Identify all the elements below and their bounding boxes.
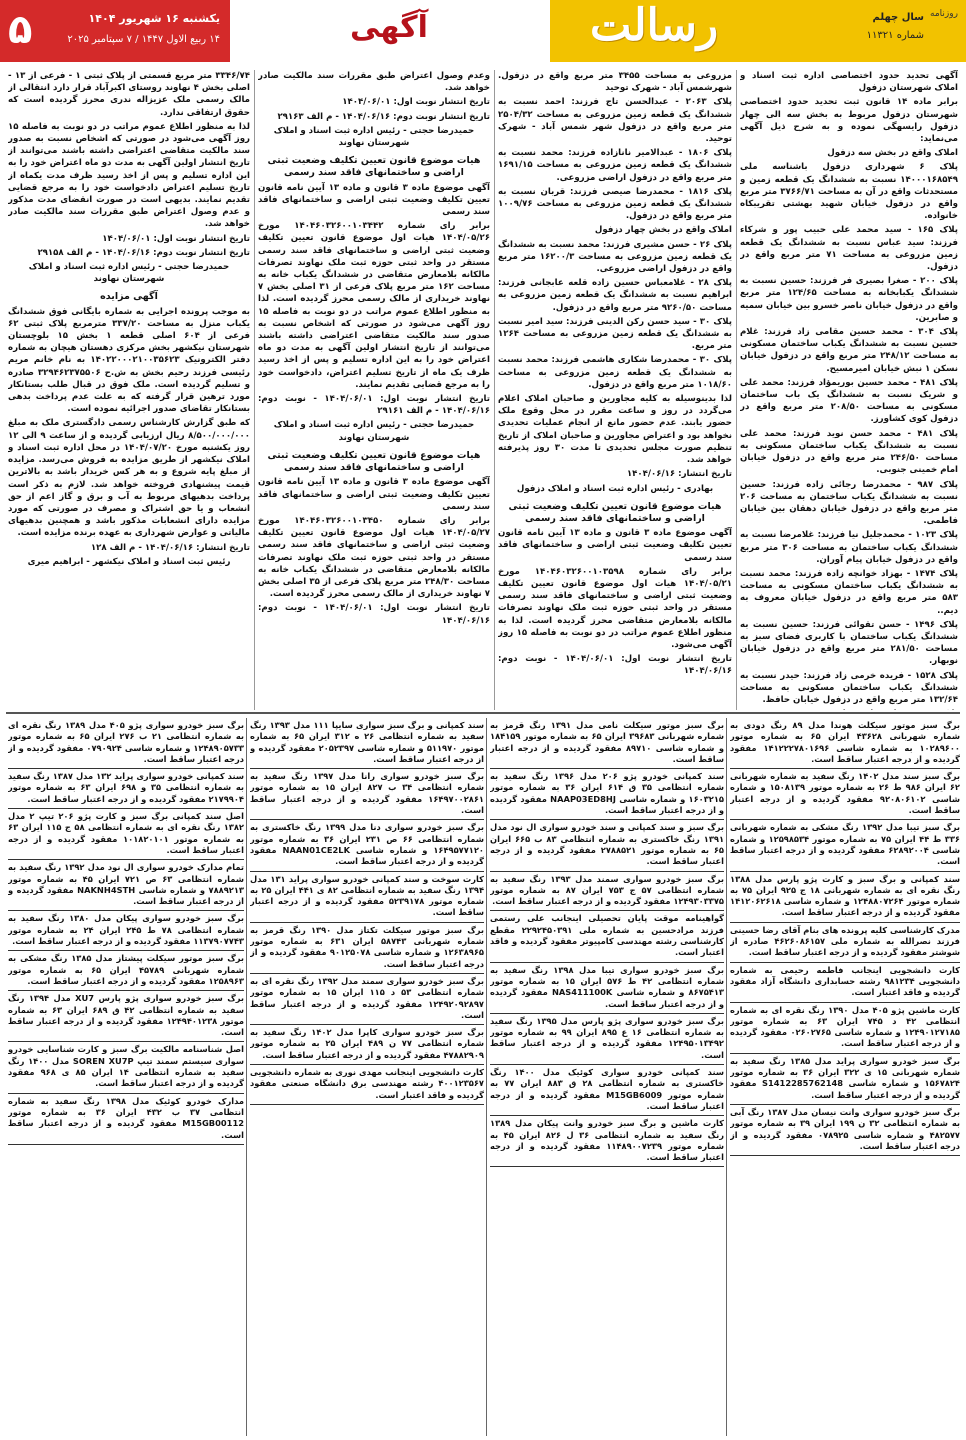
lost-item-notice: اصل سند کمپانی برگ سبز و کارت پژو ۲۰۶ تیپ ۲ مدل ۱۳۸۲ رنگ نقره ای به شماره انتظامی ۵۸ ج ۱۱۵ ایران ۶۳ به شماره موتور ۱۰۱۸۲۰۱۰۱ مفقود گردیده و از درجه اعتبار ساقط است.: [8, 809, 244, 860]
lost-item-notice: سند کمپانی و برگ سبز و کارت پژو پارس مدل ۱۳۸۸ رنگ نقره ای به شماره شهربانی ۱۸ ج ۹۲۵ ایران ۷۵ به شماره موتور ۱۲۴۸۸۰۷۲۶۴ و شماره شاسی ۱۴۱۲۰۶۲۶۱۸ مفقود گردیده و از درجه اعتبار ساقط است.: [730, 872, 960, 923]
lost-item-notice: برگ سبز خودرو سواری کاپرا مدل ۱۴۰۲ رنگ سفید به شماره انتظامی ۷۷ ن ۴۸۹ ایران ۲۵ به شماره موتور ۴۷۸۸۲۹۰۹ مفقود گردیده و از درجه اعتبار ساقط است.: [250, 1025, 484, 1065]
notice-paragraph: پلاک ۳۰۴ - محمد حسین مقامی زاد فرزند: غلام حسین نسبت به ششدانگ یکباب ساختمان مسکونی به مساحت ۲۴۸/۱۲ متر مربع واقع در دزفول خیابان نسکن ۱ نبش خیابان امیرمسیح.: [740, 327, 958, 374]
notice-paragraph: پلاک ۶ شهرداری دزفول باشناسه ملی ۱۴۰۰۰۱۶۸۵۴۹ نسبت به ششدانگ یک قطعه زمین و مستحدثات واقع در آن به مساحت ۳۷۶۶/۷۱ متر مربع واقع در دزفول خیابان شهید بهشتی تقریبکاه خانواده.: [740, 162, 958, 222]
notice-paragraph: تاریخ انتشار نوبت اول: ۱۴۰۴/۰۶/۰۱ - نوبت دوم: ۱۴۰۴/۰۶/۱۶ - م الف ۲۹۱۶۱: [258, 394, 490, 417]
notice-paragraph: ۳۳۴۶/۷۴ متر مربع قسمتی از پلاک ثبتی ۱ - فرعی از ۱۳ - اصلی بخش ۴ نهاوند روستای اکبرآباد قرار دارد انتقالی از مالک رسمی ملک عزیزاله ندری محرز گردیده است که حقوق ارتفاقی ندارد.: [8, 71, 250, 118]
masthead-date-block: [0, 0, 230, 62]
notice-paragraph: پلاک ۹۸۷ - محمدرضا رجائی زاده فرزند: حسین نسبت به ششدانگ یکباب ساختمان به مساحت ۲۰۶ متر مربع واقع در دزفول خیابان دهقان بین خیابان فاطمی.: [740, 479, 958, 527]
notice-paragraph: پلاک ۲۸ - غلامعباس حسین زاده قلعه عابجانی فرزند: ابراهیم نسبت به ششدانگ یک قطعه زمین مزروعی به مساحت ۹۲۶۰/۵۰ متر مربع واقع در دزفول.: [498, 278, 732, 313]
lost-item-notice: برگ سبز موتور سیکلت هوندا مدل ۸۹ رنگ دودی به شماره شهربانی ۴۳۶۲۸ ایران ۶۵ به شماره موتور ۱۰۲۸۹۶۰۰ به شماره شاسی ۱۴۱۲۲۲۷۸۰۱۶۹۶ مفقود گردیده و از درجه اعتبار ساقط است.: [730, 718, 960, 769]
newspaper-logo: رسالت: [590, 0, 719, 51]
lost-item-notice: کارت دانشجویی اینجانب فاطمه رحیمی به شماره دانشجویی ۹۸۱۲۳۴ رشته حسابداری دانشگاه آزاد مفقود گردیده و فاقد اعتبار است.: [730, 963, 960, 1003]
notice-signature: رئیس ثبت اسناد و املاک نیکشهر - ابراهیم میری: [27, 556, 231, 567]
notice-paragraph: پلاک ۱۸۱۶ - محمدرضا صیصی فرزند: قربان نسبت به ششدانگ یک قطعه زمین مزروعی به مساحت ۱۰۰۹/۷۶ متر مربع واقع در دزفول.: [498, 186, 732, 222]
notice-column: [258, 70, 490, 710]
notice-paragraph: آگهی موضوع ماده ۳ قانون و ماده ۱۳ آیین نامه قانون تعیین تکلیف وضعیت ثبتی اراضی و ساختمانهای فاقد سند رسمی: [258, 477, 490, 512]
notice-paragraph: پلاک ۱۸۰۶ - عبدالامیر نانازاده فرزند: محمد نسبت به ششدانگ یک قطعه زمین مزروعی به مساحت ۱۶۹۱/۱۵ متر مربع واقع در دزفول اراضی مزروعی.: [498, 148, 732, 183]
column-rule: [726, 718, 727, 1436]
lost-item-notice: سند کمپانی و برگ سبز سواری سایپا ۱۱۱ مدل ۱۳۹۳ رنگ سفید به شماره انتظامی ۲۶ ه ۳۱۲ ایران ۶۵ به شماره موتور ۵۱۱۹۷۰ و شماره شاسی ۲۰۵۲۳۹۷ مفقود گردیده و از درجه اعتبار ساقط است.: [250, 718, 484, 769]
notice-paragraph: تاریخ انتشار: ۱۴۰۴/۰۶/۱۶ - م الف ۱۲۸: [90, 542, 250, 553]
lost-item-notice: برگ سبز خودرو سواری سمند مدل ۱۳۹۳ رنگ سفید به شماره انتظامی ۵۷ ج ۷۵۳ ایران ۸۷ به شماره موتور ۱۲۴۹۳۰۳۳۷۵ مفقود گردیده و از درجه اعتبار ساقط است.: [490, 872, 724, 912]
notice-paragraph: تاریخ انتشار نوبت اول: ۱۴۰۴/۰۶/۰۱: [342, 97, 490, 108]
lost-item-notice: گواهینامه موقت پایان تحصیلی اینجانب علی رستمی فرزند مرادحسین به شماره ملی ۲۲۹۲۴۵۰۳۹۱ مقطع کارشناسی رشته مهندسی کامپیوتر مفقود گردیده و فاقد اعتبار است.: [490, 911, 724, 962]
notice-paragraph: وعدم وصول اعتراض طبق مقررات سند مالکیت صادر خواهد شد.: [258, 71, 490, 94]
lost-item-notice: برگ سبز خودرو سواری پژو ۴۰۵ مدل ۱۳۸۹ رنگ نقره ای به شماره انتظامی ۲۱ ب ۲۷۶ ایران ۶۵ به شماره موتور ۱۲۴۸۹۰۵۷۳۳ و شماره شاسی ۰۷۹۰۹۲۴ مفقود گردیده و از درجه اعتبار ساقط است.: [8, 718, 244, 769]
column-rule: [736, 70, 737, 710]
notice-paragraph: پلاک ۴۸۱ - محمد حسن نوید فرزند: محمد علی نسبت به ششدانگ یکباب ساختمان مسکونی به مساحت ۲۴۶/۵۰ متر مربع واقع در دزفول خیابان امام خمینی جنوبی.: [740, 428, 958, 476]
notice-paragraph: پلاک ۳۰ - محمدرضا شکاری هاشمی فرزند: محمد نسبت به ششدانگ یک قطعه زمین مزروعی به مساحت ۱۰۱۸/۶۰ متر مربع واقع در دزفول.: [498, 355, 732, 390]
lost-item-notice: برگ سبز خودرو سواری رانا مدل ۱۳۹۷ رنگ سفید به شماره انتظامی ۳۴ ب ۸۲۷ ایران ۱۵ به شماره موتور ۱۶۴۹۷۰۰۲۸۶۱ مفقود گردیده و از درجه اعتبار ساقط است.: [250, 769, 484, 820]
section-divider: [6, 712, 960, 714]
notice-signature: حمیدرضا حجتی - رئیس اداره ثبت اسناد و املاک شهرستان نهاوند: [28, 262, 230, 285]
notice-paragraph: مزروعی به مساحت ۳۴۵۵ متر مربع واقع در دزفول. شهرشمس آباد - شهرک توحید: [498, 71, 732, 94]
notice-paragraph: برابر رای شماره ۱۴۰۴۶۰۳۲۶۰۰۱۰۳۵۹۸ مورخ ۱۴۰۴/۰۵/۲۱ هیات اول موضوع قانون تعیین تکلیف وضعیت ثبتی اراضی و ساختمانهای فاقد سند رسمی مستقر در واحد ثبتی حوزه ثبت ملک نهاوند تصرفات مالکانه بلامعارض متقاضی محرز گردیده است. لذا به منظور اطلاع عموم مراتب در دو نوبت به فاصله ۱۵ روز آگهی می‌شود.: [498, 566, 732, 650]
notice-paragraph: آگهی تحدید حدود اختصاصی اداره ثبت اسناد و املاک شهرستان دزفول: [740, 71, 958, 94]
notice-paragraph: تاریخ انتشار: ۱۴۰۴/۰۶/۱۶: [626, 469, 732, 480]
page-number: ۵: [8, 7, 33, 53]
masthead: [0, 0, 966, 62]
lost-item-notice: برگ سبز خودرو سواری پژو پارس XU7 مدل ۱۳۹۴ رنگ سفید به شماره انتظامی ۴۲ ق ۶۸۹ ایران ۶۳ به شماره موتور ۱۲۴۹۴۰۱۲۳۸ مفقود گردیده و از درجه اعتبار ساقط است.: [8, 991, 244, 1042]
notice-column: [8, 70, 250, 710]
notice-paragraph: تاریخ انتشار نوبت اول: ۱۴۰۴/۰۶/۰۱: [102, 233, 250, 244]
lost-item-notice: کارت ماشین پژو ۴۰۵ مدل ۱۳۹۰ رنگ نقره ای به شماره انتظامی ۴۲ د ۷۴۵ ایران ۶۳ به شماره موتور ۱۲۴۹۰۱۲۷۱۸۵ و شماره شاسی ۰۲۶۰۲۷۶۵ مفقود گردیده و از درجه اعتبار ساقط است.: [730, 1003, 960, 1054]
masthead-section: [230, 0, 550, 62]
notice-heading: آگهی مزایده: [100, 291, 158, 303]
notice-paragraph: [740, 708, 958, 710]
column-rule: [254, 70, 255, 710]
notice-paragraph: که طبق گزارش کارشناس رسمی دادگستری ملک به مبلغ ۸/۵۰۰/۰۰۰/۰۰۰ ریال ارزیابی گردیده و از ساعت ۹ الی ۱۲ روز یکشنبه مورخ ۱۴۰۴/۰۷/۲۰ در محل اداره ثبت اسناد و املاک نیکشهر از طریق مزایده به فروش می‌رسد. مزایده از مبلغ پایه شروع و به هر کس خریدار باشد به بالاترین قیمت پیشنهادی فروخته خواهد شد. لازم به ذکر است پرداخت بدهیهای مربوط به آب و برق و گاز اعم از حق انشعاب و یا حق اشتراک و مصرف در صورتی که مورد مزایده دارای انشعابات مذکور باشد و همچنین بدهیهای مالیاتی و عوارض شهرداری به عهده برنده مزایده است.: [8, 418, 250, 539]
notice-paragraph: املاک واقع در بخش چهار دزفول: [594, 225, 732, 236]
notice-heading: هیات موضوع قانون تعیین تکلیف وضعیت ثبتی اراضی و ساختمانهای فاقد سند رسمی: [267, 449, 481, 474]
notice-paragraph: پلاک ۲۰۰ - صغرا بصیری فر فرزند: حسین نسبت به ششدانگ یکبابخانه به مساحت ۱۲۴/۶۵ متر مربع واقع در دزفول خیابان ناصر خسرو بین خیابان سمیه و صابرین.: [740, 276, 958, 323]
lost-item-notice: کارت سوخت و سند کمپانی خودرو سواری پراید ۱۳۱ مدل ۱۳۹۴ رنگ سفید به شماره انتظامی ۸۲ ی ۴۴۱ ایران ۲۵ به شماره موتور ۵۲۳۹۱۷۸ مفقود گردیده و از درجه اعتبار ساقط است.: [250, 872, 484, 923]
notice-paragraph: پلاک ۱۴۹۶ - حسن تقوائی فرزند: حسین نسبت به ششدانگ یکباب ساختمان با کاربری فضای سبز به مساحت ۲۸۱/۵۰ متر مربع واقع در دزفول خیابان نوبهار.: [740, 619, 958, 667]
notice-paragraph: تاریخ انتشار نوبت اول: ۱۴۰۴/۰۶/۰۱ - نوبت دوم: ۱۴۰۴/۰۶/۱۶: [258, 603, 490, 626]
notice-paragraph: آگهی موضوع ماده ۳ قانون و ماده ۱۳ آیین نامه قانون تعیین تکلیف وضعیت ثبتی اراضی و ساختمانهای فاقد سند رسمی: [258, 182, 490, 218]
date-line-2: ۱۴ ربیع الاول ۱۴۴۷ / ۷ سپتامبر ۲۰۲۵: [67, 34, 220, 45]
notice-paragraph: املاک واقع در بخش سه دزفول: [827, 148, 958, 159]
notice-paragraph: برابر رای شماره ۱۴۰۴۶۰۳۲۶۰۰۱۰۳۴۵۰ مورخ ۱۴۰۴/۰۵/۲۷ هیات اول موضوع قانون تعیین تکلیف وضعیت ثبتی اراضی و ساختمانهای فاقد سند رسمی مستقر در واحد ثبتی حوزه ثبت ملک نهاوند تصرفات مالکانه بلامعارض متقاضی در ششدانگ یکباب خانه به مساحت ۲۴۸/۳۰ متر مربع پلاک فرعی از ۳۵ اصلی بخش ۷ نهاوند خریداری از مالک رسمی محرز گردیده است.: [258, 515, 490, 600]
lost-item-notice: کارت ماشین و برگ سبز خودرو وانت پیکان مدل ۱۳۸۹ رنگ سفید به شماره انتظامی ۳۶ ل ۸۲۶ ایران ۴۵ به شماره موتور ۱۱۴۸۹۰۰۷۲۳۹ مفقود گردیده و از درجه اعتبار ساقط است.: [490, 1116, 724, 1167]
notice-paragraph: پلاک ۴۸۱ - محمد حسین بوریمؤاد فرزند: محمد علی و شریک نسبت به ششدانگ یک باب ساختمان مسکونی به مساحت ۲۰۸/۵۰ متر مربع واقع در دزفول کوی کشاورز.: [740, 377, 958, 425]
lost-item-notice: مدارک خودرو کوئیک مدل ۱۳۹۸ رنگ سفید به شماره انتظامی ۳۷ ب ۴۳۲ ایران ۳۶ به شماره موتور M15GB00112 مفقود گردیده و از درجه اعتبار ساقط است.: [8, 1094, 244, 1145]
notice-paragraph: تاریخ انتشار نوبت دوم: ۱۴۰۴/۰۶/۱۶ - م الف ۲۹۱۶۳: [277, 111, 490, 122]
lost-item-notice: برگ سبز خودرو سواری پراید مدل ۱۳۸۵ رنگ سفید به شماره شهربانی ۱۵ ی ۳۲۲ ایران ۳۶ به شماره موتور ۱۵۶۷۸۲۴ و شماره شاسی S1412285762148 مفقود گردیده و از درجه اعتبار ساقط است.: [730, 1054, 960, 1105]
newspaper-label: روزنامه: [930, 9, 958, 19]
notice-paragraph: آگهی موضوع ماده ۳ قانون و ماده ۱۳ آیین نامه قانون تعیین تکلیف وضعیت ثبتی اراضی و ساختمانهای فاقد سند رسمی: [498, 528, 732, 563]
lost-item-notice: اصل شناسنامه مالکیت برگ سبز و کارت شناسایی خودرو سواری سیستم سمند تیپ SOREN XU7P مدل ۱۴۰۰ رنگ سفید به شماره انتظامی ۱۴ ایران ۸۵ ی ۹۶۸ مفقود گردیده و از درجه اعتبار ساقط است.: [8, 1042, 244, 1093]
notice-paragraph: به موجب پرونده اجرایی به شماره بایگانی فوق ششدانگ یکباب منزل به مساحت ۳۳۷/۲۰ مترمربع پلاک ثبتی ۶۲ فرعی از ۶۰۴ اصلی قطعه ۱ بخش ۱۵ بلوچستان شهرستان نیکشهر بخش مرکزی دهستان هیچان به شماره دفتر الکترونیک ۱۴۰۲۲۰۰۰۲۱۰۰۳۵۶۲۳ به نام خانم مریم رئیسی فرزند رحیم بخش به ش.ح ۳۲۹۴۶۲۳۷۵۵۰۶ صادره و تسلیم گردیده است. ملک فوق در قبال طلب بستانکار مورد ترهین قرار گرفته که به علت عدم پرداخت بدهی بستانکار تقاضای صدور اجرائیه نموده است.: [8, 306, 250, 415]
notice-signature: حمیدرضا حجتی - رئیس اداره ثبت اسناد و املاک شهرستان نهاوند: [273, 420, 475, 443]
lost-item-notice: برگ سبز موتور سیکلت تکتاز مدل ۱۳۹۰ رنگ قرمز به شماره شهربانی ۵۸۷۴۳ ایران ۶۳۱ به شماره موتور ۱۲۶۳۸۹۶۵ و شماره شاسی ۹۰۱۲۵۰۷۸ مفقود گردیده و از درجه اعتبار ساقط است.: [250, 923, 484, 974]
notice-paragraph: پلاک ۲۰۶۳ - عبدالحسن تاج فرزند: احمد نسبت به ششدانگ یک قطعه زمین مزروعی به مساحت ۲۵۰۴/۳۲ متر مربع واقع در دزفول شهر شمس آباد - شهرک توحید.: [498, 97, 732, 145]
column-rule: [494, 70, 495, 710]
lost-item-notice: سند کمپانی خودرو پژو ۲۰۶ مدل ۱۳۹۶ رنگ سفید به شماره انتظامی ۳۵ ق ۶۱۴ ایران ۳۶ به شماره موتور ۱۶۰۳۲۱۵ و شماره شاسی NAAP03ED8HJ مفقود گردیده و از درجه اعتبار ساقط است.: [490, 769, 724, 820]
lost-item-notice: برگ سبز خودرو سواری پژو پارس مدل ۱۳۹۵ رنگ سفید به شماره انتظامی ۱۶ ع ۸۹۵ ایران ۹۹ به شماره موتور ۱۲۴۹۵۰۱۳۴۹۲ مفقود گردیده و از درجه اعتبار ساقط است.: [490, 1014, 724, 1065]
lost-item-notice: برگ سبز و سند کمپانی و سند خودرو سواری ال نود مدل ۱۳۹۱ رنگ خاکستری به شماره انتظامی ۸۳ ب ۶۶۵ ایران ۶۵ به شماره موتور ۲۷۸۸۵۲۱ مفقود گردیده و از درجه اعتبار ساقط است.: [490, 820, 724, 871]
lost-item-notice: برگ سبز خودرو سواری وانت نیسان مدل ۱۳۸۷ رنگ آبی به شماره انتظامی ۳۲ ن ۱۹۹ ایران ۳۹ به شماره موتور ۴۸۲۵۷۷ و شماره شاسی ۰۷۸۹۲۵ مفقود گردیده و از درجه اعتبار ساقط است.: [730, 1105, 960, 1156]
lost-item-notice: برگ سبز خودرو سواری دنا مدل ۱۳۹۹ رنگ خاکستری به شماره انتظامی ۶۶ ص ۲۳۱ ایران ۳۶ به شماره موتور ۱۶۴۹۵۷۷۱۲۰ و شماره شاسی NAAN01CE2LK مفقود گردیده و از درجه اعتبار ساقط است.: [250, 820, 484, 871]
notice-paragraph: پلاک ۳۰ - سید حسن رکن الدینی فرزند: سید امیر نسبت به ششدانگ یک قطعه زمین مزروعی به مساحت ۱۲۶۴ متر مربع.: [498, 316, 732, 352]
notice-paragraph: برابر ماده ۱۴ قانون ثبت تحدید حدود اختصاصی شهرستان دزفول مربوط به بخش سه الی چهار دزفول رایسهگی نموده و به شرح ذیل آگهی می‌نماید:: [740, 97, 958, 145]
notice-signature: حمیدرضا حجتی - رئیس اداره ثبت اسناد و املاک شهرستان نهاوند: [273, 125, 475, 149]
classified-column: [8, 718, 244, 1436]
classified-column: [730, 718, 960, 1436]
lost-item-notice: برگ سبز تیبا مدل ۱۳۹۲ رنگ مشکی به شماره شهربانی ۳۳۶ ط ۴۴ ایران ۷۵ به شماره موتور ۱۲۵۹۸۵۳۴ و شماره شاسی ۶۲۸۹۲۰۰۴ مفقود گردیده و از درجه اعتبار ساقط است.: [730, 820, 960, 871]
notice-paragraph: لذا به منظور اطلاع عموم مراتب در دو نوبت به فاصله ۱۵ روز آگهی می‌شود در صورتی که اشخاص نسبت به صدور سند مالکیت متقاضی اعتراضی داشته باشند می‌توانند از تاریخ انتشار اولین آگهی به مدت دو ماه اعتراض خود را به این اداره تسلیم و پس از اخذ رسید ظرف مدت یکماه از تاریخ تسلیم اعتراض دادخواست خود را به مرجع قضایی تقدیم نمایند. بدیهی است در صورت انقضای مدت مذکور و عدم وصول اعتراض طبق مقررات سند مالکیت صادر خواهد شد.: [8, 121, 250, 230]
lost-item-notice: برگ سبز خودرو سواری پیکان مدل ۱۳۸۰ رنگ سفید به شماره انتظامی ۷۸ ط ۲۴۵ ایران ۲۴ به شماره موتور ۱۱۳۷۹۰۷۷۴۳ مفقود گردیده و از درجه اعتبار ساقط است.: [8, 911, 244, 951]
notice-paragraph: لذا بدینوسیله به کلیه مجاورین و صاحبان املاک اعلام می‌گردد در روز و ساعت مقرر در محل وقوع ملک حضور یابند. عدم حضور مانع از انجام عملیات تحدیدی نخواهد بود و اعتراض مجاورین و صاحبان املاک از تاریخ تنظیم صورت مجلس تحدیدی تا مدت ۳۰ روز پذیرفته خواهد شد.: [498, 394, 732, 466]
lost-item-notice: کارت دانشجویی اینجانب مهدی نوری به شماره دانشجویی ۴۰۰۱۲۳۵۶۷ رشته مهندسی برق دانشگاه صنعتی مفقود گردیده و فاقد اعتبار است.: [250, 1065, 484, 1105]
lost-item-notice: سند کمپانی خودرو سواری کوئیک مدل ۱۴۰۰ رنگ خاکستری به شماره انتظامی ۲۸ ق ۸۸۳ ایران ۷۷ به شماره موتور M15GB6009 مفقود گردیده و از درجه اعتبار ساقط است.: [490, 1065, 724, 1116]
notice-heading: هیات موضوع قانون تعیین تکلیف وضعیت ثبتی اراضی و ساختمانهای فاقد سند رسمی: [508, 500, 722, 524]
classified-column: [250, 718, 484, 1436]
classified-column: [490, 718, 724, 1436]
section-title: آگهی: [350, 10, 428, 45]
notice-paragraph: تاریخ انتشار نوبت دوم: ۱۴۰۴/۰۶/۱۶ - م الف ۲۹۱۵۸: [37, 247, 250, 258]
volume-year: سال چهلم: [872, 12, 924, 23]
column-rule: [486, 718, 487, 1436]
issue-number: شماره ۱۱۳۲۱: [866, 30, 924, 41]
column-rule: [246, 718, 247, 1436]
lost-item-notice: برگ سبز موتور سیکلت نامی مدل ۱۳۹۱ رنگ قرمز به شماره شهربانی ۳۹۶۸۳ ایران ۶۵ به شماره موتور ۱۸۴۱۵۹ و شماره شاسی ۸۹۷۱۰ مفقود گردیده و از درجه اعتبار ساقط است.: [490, 718, 724, 769]
notice-paragraph: پلاک ۱۰۲۳ - محمدجلیل نیا فرزند: غلامرضا نسبت به ششدانگ یکباب ساختمان به مساحت ۳۰۶ متر مربع واقع در دزفول خیابان پیام آوران.: [740, 530, 958, 565]
notice-heading: هیات موضوع قانون تعیین تکلیف وضعیت ثبتی اراضی و ساختمانهای فاقد سند رسمی: [267, 155, 481, 179]
notice-paragraph: برابر رای شماره ۱۴۰۴۶۰۳۲۶۰۰۱۰۳۴۴۲ مورخ ۱۴۰۴/۰۵/۲۶ هیات اول موضوع قانون تعیین تکلیف وضعیت ثبتی اراضی و ساختمانهای فاقد سند رسمی مستقر در واحد ثبتی حوزه ثبت ملک نهاوند تصرفات مالکانه بلامعارض متقاضی در ششدانگ یکباب خانه به مساحت ۱۶۲ متر مربع پلاک فرعی از ۳۱ اصلی بخش ۷ نهاوند خریداری از مالک رسمی محرز گردیده است. لذا به منظور اطلاع عموم مراتب در دو نوبت به فاصله ۱۵ روز آگهی می‌شود در صورتی که اشخاص نسبت به صدور سند مالکیت متقاضی اعتراضی داشته باشند می‌توانند از تاریخ انتشار اولین آگهی به مدت دو ماه اعتراض خود را به این اداره تسلیم و پس از اخذ رسید ظرف یک ماه از تاریخ تسلیم اعتراض، دادخواست خود را به مرجع قضایی تقدیم نمایند.: [258, 221, 490, 390]
notice-paragraph: پلاک ۱۵۲۸ - فریده خرمی زاد فرزند: حیدر نسبت به ششدانگ یکباب ساختمان مسکونی به مساحت ۱۳۲/۶۴ متر مربع واقع در دزفول خیابان حافظ.: [740, 670, 958, 705]
lost-item-notice: تمام مدارک خودرو سواری ال نود مدل ۱۳۹۲ رنگ سفید به شماره انتظامی ۶۳ ص ۷۲۱ ایران ۴۵ به شماره موتور ۷۸۸۹۲۱۳ و شماره شاسی NAKNH4STH مفقود گردیده و از درجه اعتبار ساقط است.: [8, 860, 244, 911]
masthead-brand: [550, 0, 966, 62]
lost-item-notice: برگ سبز خودرو سواری تیبا مدل ۱۳۹۸ رنگ سفید به شماره انتظامی ۴۲ ط ۵۷۶ ایران ۱۵ به شماره موتور ۸۶۷۵۴۱۳ و شماره شاسی NAS411100K مفقود گردیده و از درجه اعتبار ساقط است.: [490, 963, 724, 1014]
notice-signature: بهادری - رئیس اداره ثبت اسناد و املاک دزفول: [516, 483, 714, 494]
lost-item-notice: مدرک کارشناسی کلیه پرونده های بنام آقای رضا حسینی فرزند نصرالله به شماره ملی ۴۶۲۶۰۸۶۱۵۷ صادره از شوشتر مفقود گردیده و از درجه اعتبار ساقط است.: [730, 923, 960, 963]
notice-column: [498, 70, 732, 710]
notice-paragraph: پلاک ۱۶۵ - سید محمد علی حبیب پور و شرکاء فرزند: سید عباس نسبت به ششدانگ یک قطعه زمین مزروعی به مساحت ۷۱ متر مربع واقع در دزفول.: [740, 225, 958, 273]
notice-paragraph: پلاک ۲۶ - حسن مشیری فرزند: محمد نسبت به ششدانگ یک قطعه زمین مزروعی به مساحت ۱۶۲۰۰/۳ متر مربع واقع در دزفول اراضی مزروعی.: [498, 239, 732, 275]
lost-item-notice: برگ سبز سند مدل ۱۴۰۲ رنگ سفید به شماره شهربانی ۶۲ ایران ۹۸۶ ط ۲۶ به شماره موتور ۱۵۰۸۱۳۹ و شماره شاسی ۹۲۰۸۰۶۱۰۲ مفقود گردیده و از درجه اعتبار ساقط است.: [730, 769, 960, 820]
notice-paragraph: تاریخ انتشار نوبت اول: ۱۴۰۴/۰۶/۰۱ - نوبت دوم: ۱۴۰۴/۰۶/۱۶: [498, 654, 732, 677]
notice-column: [740, 70, 958, 710]
lost-item-notice: برگ سبز موتور سیکلت پیشتاز مدل ۱۳۸۵ رنگ مشکی به شماره شهربانی ۴۵۷۸۹ ایران ۶۵ به شماره موتور ۱۲۵۸۹۶۳ مفقود گردیده و از درجه اعتبار ساقط است.: [8, 951, 244, 991]
lost-item-notice: برگ سبز خودرو سواری سمند مدل ۱۳۹۲ رنگ نقره ای به شماره انتظامی ۵۳ د ۱۱۵ ایران ۱۵ به شماره موتور ۱۲۴۹۲۰۹۲۸۹۷ مفقود گردیده و از درجه اعتبار ساقط است.: [250, 974, 484, 1025]
date-line-1: یکشنبه ۱۶ شهریور ۱۴۰۴: [88, 12, 220, 25]
notice-paragraph: پلاک ۱۴۷۴ - بهزاد خوانچه زاده فرزند: محمد نسبت به ششدانگ یکباب ساختمان مسکونی به مساحت ۵۸۳ متر مربع واقع در دزفول خیابان معروف به دیم..: [740, 568, 958, 616]
lost-item-notice: سند کمپانی خودرو سواری پراید ۱۳۲ مدل ۱۳۸۷ رنگ سفید به شماره انتظامی ۳۵ و ۶۹۸ ایران ۶۳ به شماره موتور ۲۱۷۹۹۰۴ مفقود گردیده و از درجه اعتبار ساقط است.: [8, 769, 244, 809]
